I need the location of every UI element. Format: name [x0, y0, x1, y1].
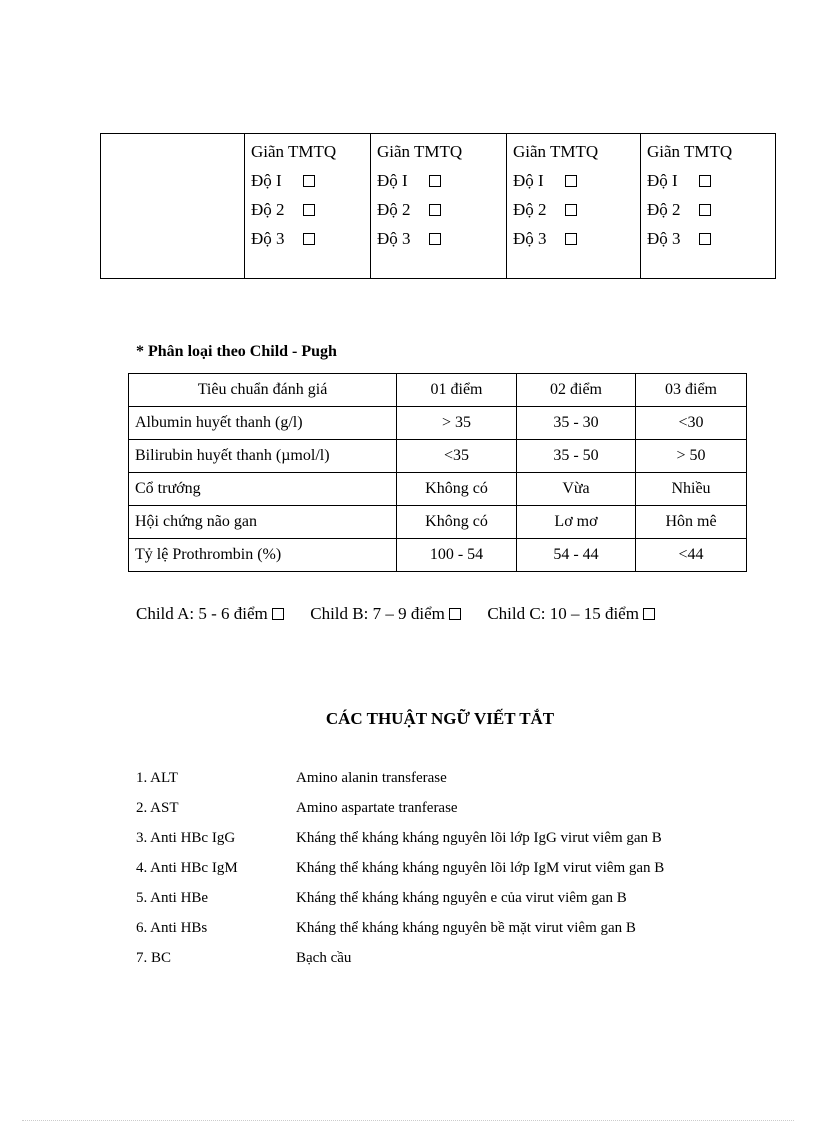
child-b-checkbox[interactable]	[449, 608, 461, 620]
child-a-label: Child A: 5 - 6 điểm	[136, 604, 268, 623]
criterion-cell: Albumin huyết thanh (g/l)	[129, 407, 397, 440]
score-cell: 100 - 54	[397, 539, 517, 572]
abbr-definition: Amino alanin transferase	[296, 770, 447, 786]
grade-checkbox[interactable]	[565, 204, 577, 216]
child-c-label: Child C: 10 – 15 điểm	[487, 604, 639, 623]
score-cell: > 50	[636, 440, 747, 473]
grade-checkbox[interactable]	[565, 233, 577, 245]
abbr-term: 2. AST	[136, 800, 179, 816]
abbr-term: 7. BC	[136, 950, 172, 966]
criterion-cell: Tỷ lệ Prothrombin (%)	[129, 539, 397, 572]
grade-label: Độ 2	[513, 200, 547, 219]
grade-checkbox[interactable]	[303, 204, 315, 216]
abbreviations-title: CÁC THUẬT NGỮ VIẾT TẮT	[325, 709, 555, 728]
grade-label: Độ 3	[647, 229, 681, 248]
grade-label: Độ I	[647, 171, 678, 190]
score-cell: 54 - 44	[517, 539, 636, 572]
grade-label: Độ 3	[377, 229, 411, 248]
header-cell: 03 điểm	[636, 374, 747, 407]
table-row	[129, 506, 747, 539]
list-item	[136, 770, 664, 800]
abbr-definition: Bạch cầu	[296, 950, 352, 966]
header-cell: 02 điểm	[517, 374, 636, 407]
varices-heading: Giãn TMTQ	[251, 142, 337, 161]
list-item	[136, 950, 664, 980]
grade-label: Độ I	[513, 171, 544, 190]
varices-cell	[245, 134, 371, 279]
score-cell: <35	[397, 440, 517, 473]
abbr-definition: Kháng thể kháng kháng nguyên bề mặt virut viêm gan B	[296, 920, 636, 936]
varices-table	[100, 133, 776, 279]
header-cell: Tiêu chuẩn đánh giá	[129, 374, 397, 407]
child-pugh-table	[128, 373, 747, 572]
grade-label: Độ 2	[377, 200, 411, 219]
score-cell: Không có	[397, 473, 517, 506]
abbr-term: 4. Anti HBc IgM	[136, 860, 238, 876]
table-row	[129, 539, 747, 572]
varices-row	[101, 134, 776, 279]
abbr-definition: Kháng thể kháng kháng nguyên lõi lớp IgM virut viêm gan B	[296, 860, 665, 876]
child-b-label: Child B: 7 – 9 điểm	[310, 604, 445, 623]
abbr-term: 6. Anti HBs	[136, 920, 208, 936]
grade-checkbox[interactable]	[303, 233, 315, 245]
grade-checkbox[interactable]	[699, 175, 711, 187]
grade-label: Độ 3	[251, 229, 285, 248]
varices-cell	[507, 134, 641, 279]
varices-cell	[641, 134, 776, 279]
varices-empty-cell	[101, 134, 245, 279]
abbreviations-list	[136, 770, 664, 980]
list-item	[136, 800, 664, 830]
score-cell: 35 - 30	[517, 407, 636, 440]
table-row	[129, 407, 747, 440]
child-a-checkbox[interactable]	[272, 608, 284, 620]
table-header-row	[129, 374, 747, 407]
grade-label: Độ 2	[647, 200, 681, 219]
grade-label: Độ I	[251, 171, 282, 190]
list-item	[136, 890, 664, 920]
score-cell: <44	[636, 539, 747, 572]
table-row	[129, 440, 747, 473]
criterion-cell: Hội chứng não gan	[129, 506, 397, 539]
criterion-cell: Bilirubin huyết thanh (µmol/l)	[129, 440, 397, 473]
abbr-term: 1. ALT	[136, 770, 178, 786]
abbr-definition: Amino aspartate tranferase	[296, 800, 458, 816]
grade-label: Độ I	[377, 171, 408, 190]
grade-checkbox[interactable]	[429, 175, 441, 187]
grade-label: Độ 2	[251, 200, 285, 219]
varices-heading: Giãn TMTQ	[647, 142, 733, 161]
score-cell: Hôn mê	[636, 506, 747, 539]
score-cell: Nhiều	[636, 473, 747, 506]
child-pugh-heading: * Phân loại theo Child - Pugh	[136, 343, 337, 360]
table-row	[129, 473, 747, 506]
score-cell: <30	[636, 407, 747, 440]
grade-checkbox[interactable]	[699, 204, 711, 216]
abbr-term: 5. Anti HBe	[136, 890, 209, 906]
header-cell: 01 điểm	[397, 374, 517, 407]
abbr-definition: Kháng thể kháng kháng nguyên lõi lớp IgG virut viêm gan B	[296, 830, 662, 846]
list-item	[136, 860, 664, 890]
grade-checkbox[interactable]	[429, 204, 441, 216]
varices-cell	[371, 134, 507, 279]
child-pugh-summary	[136, 604, 677, 624]
grade-checkbox[interactable]	[429, 233, 441, 245]
abbr-definition: Kháng thể kháng kháng nguyên e của virut viêm gan B	[296, 890, 627, 906]
criterion-cell: Cổ trướng	[129, 473, 397, 506]
grade-checkbox[interactable]	[565, 175, 577, 187]
varices-heading: Giãn TMTQ	[377, 142, 463, 161]
child-c-checkbox[interactable]	[643, 608, 655, 620]
score-cell: Không có	[397, 506, 517, 539]
grade-label: Độ 3	[513, 229, 547, 248]
score-cell: Lơ mơ	[517, 506, 636, 539]
score-cell: > 35	[397, 407, 517, 440]
varices-heading: Giãn TMTQ	[513, 142, 599, 161]
grade-checkbox[interactable]	[699, 233, 711, 245]
abbr-term: 3. Anti HBc IgG	[136, 830, 236, 846]
score-cell: 35 - 50	[517, 440, 636, 473]
grade-checkbox[interactable]	[303, 175, 315, 187]
score-cell: Vừa	[517, 473, 636, 506]
list-item	[136, 830, 664, 860]
page-footer-divider	[22, 1120, 794, 1121]
list-item	[136, 920, 664, 950]
